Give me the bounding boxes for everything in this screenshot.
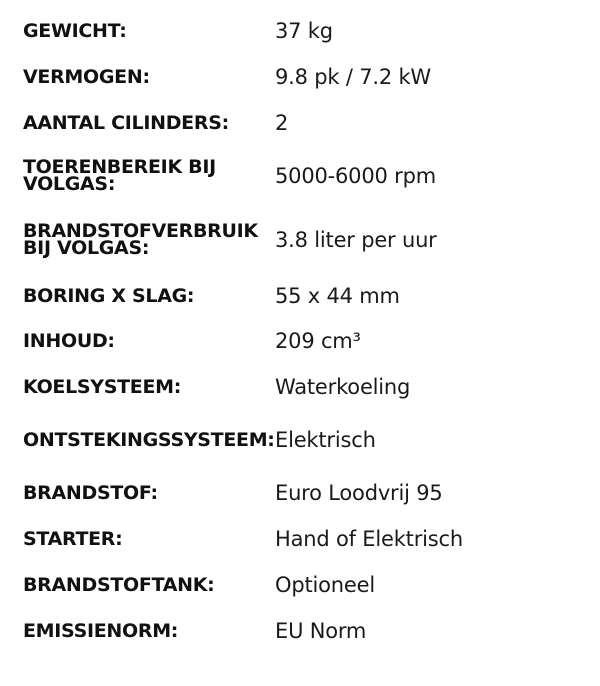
spec-label: AANTAL CILINDERS:	[23, 111, 229, 134]
spec-label: GEWICHT:	[23, 19, 127, 42]
spec-label: BRANDSTOFTANK:	[23, 573, 215, 596]
spec-label: BORING X SLAG:	[23, 284, 195, 307]
spec-table	[23, 8, 583, 654]
spec-row-aantal-cilinders	[23, 100, 583, 146]
spec-row-koelsysteem	[23, 364, 583, 410]
spec-row-toerenbereik	[23, 146, 583, 206]
spec-value: 55 x 44 mm	[275, 284, 400, 308]
spec-value: 37 kg	[275, 19, 333, 43]
spec-value: EU Norm	[275, 619, 367, 643]
spec-row-brandstoftank	[23, 562, 583, 608]
spec-value: Elektrisch	[275, 428, 376, 452]
spec-value: 9.8 pk / 7.2 kW	[275, 65, 431, 89]
spec-row-inhoud	[23, 318, 583, 364]
spec-value: Hand of Elektrisch	[275, 527, 463, 551]
spec-label: BRANDSTOF:	[23, 481, 158, 504]
spec-value: 2	[275, 111, 289, 135]
spec-row-brandstof	[23, 470, 583, 516]
spec-label: EMISSIENORM:	[23, 619, 179, 642]
spec-row-brandstofverbruik	[23, 206, 583, 274]
spec-value: Waterkoeling	[275, 375, 411, 399]
spec-row-ontstekingssysteem	[23, 410, 583, 470]
spec-row-emissienorm	[23, 608, 583, 654]
spec-label: INHOUD:	[23, 329, 115, 352]
spec-value: Optioneel	[275, 573, 375, 597]
spec-value: Euro Loodvrij 95	[275, 481, 443, 505]
spec-row-boring-slag	[23, 274, 583, 318]
spec-label: STARTER:	[23, 527, 123, 550]
spec-value: 3.8 liter per uur	[275, 228, 437, 252]
spec-row-starter	[23, 516, 583, 562]
spec-label: VERMOGEN:	[23, 65, 150, 88]
spec-value: 5000-6000 rpm	[275, 164, 436, 188]
spec-value: 209 cm³	[275, 329, 361, 353]
spec-label: BRANDSTOFVERBRUIK BIJ VOLGAS:	[23, 220, 258, 259]
spec-label: KOELSYSTEEM:	[23, 375, 182, 398]
spec-row-vermogen	[23, 54, 583, 100]
spec-label: ONTSTEKINGSSYSTEEM:	[23, 428, 275, 451]
spec-label: TOERENBEREIK BIJ VOLGAS:	[23, 156, 216, 195]
spec-row-gewicht	[23, 8, 583, 54]
